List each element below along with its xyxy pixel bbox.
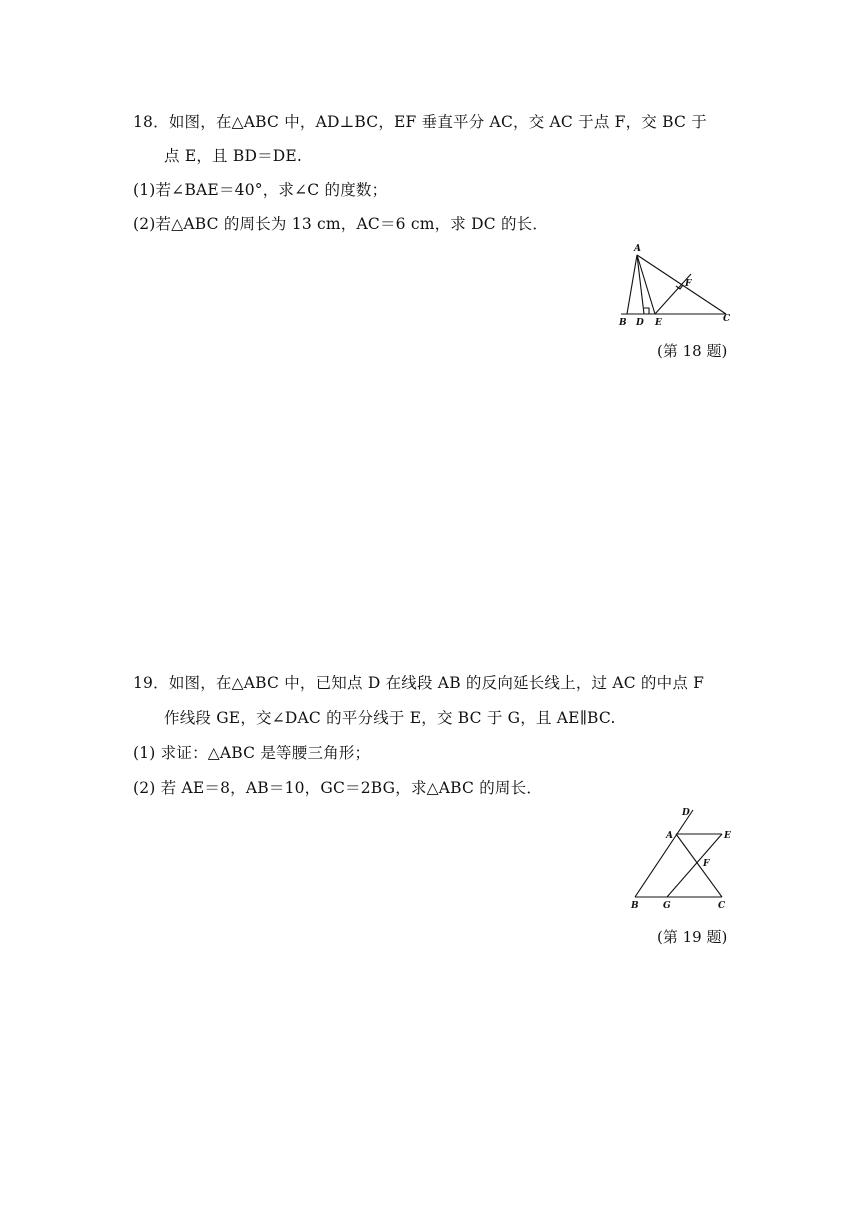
q18-label-a: A <box>634 244 641 254</box>
q19-label-f: F <box>703 859 710 869</box>
q19-label-c: C <box>718 901 726 911</box>
q18-part-2: (2)若△ABC 的周长为 13 cm，AC＝6 cm，求 DC 的长． <box>133 215 549 233</box>
q19-part-2: (2) 若 AE＝8，AB＝10，GC＝2BG，求△ABC 的周长． <box>133 779 543 797</box>
q19-part-1: (1) 求证：△ABC 是等腰三角形； <box>133 744 371 762</box>
q18-label-f: F <box>685 279 692 289</box>
q19-label-e: E <box>724 831 731 841</box>
q19-line-1: 19．如图，在△ABC 中，已知点 D 在线段 AB 的反向延长线上，过 AC 的中点 F <box>133 674 705 692</box>
q19-line-2: 作线段 GE，交∠DAC 的平分线于 E，交 BC 于 G，且 AE∥BC. <box>164 709 616 727</box>
q19-label-d: D <box>682 808 690 818</box>
q18-caption: (第 18 题) <box>657 342 728 360</box>
q18-label-d: D <box>636 318 644 328</box>
q19-label-g: G <box>663 901 671 911</box>
q19-caption: (第 19 题) <box>657 928 728 946</box>
q18-label-e: E <box>655 318 662 328</box>
q18-line-2: 点 E，且 BD＝DE. <box>164 147 303 165</box>
q18-label-c: C <box>723 314 731 324</box>
q19-label-b: B <box>631 901 639 911</box>
q18-line-1: 18．如图，在△ABC 中，AD⊥BC，EF 垂直平分 AC，交 AC 于点 F，交 BC 于 <box>133 113 707 131</box>
q18-part-1: (1)若∠BAE＝40°，求∠C 的度数； <box>133 181 388 199</box>
q18-label-b: B <box>619 318 627 328</box>
q19-label-a: A <box>666 831 673 841</box>
